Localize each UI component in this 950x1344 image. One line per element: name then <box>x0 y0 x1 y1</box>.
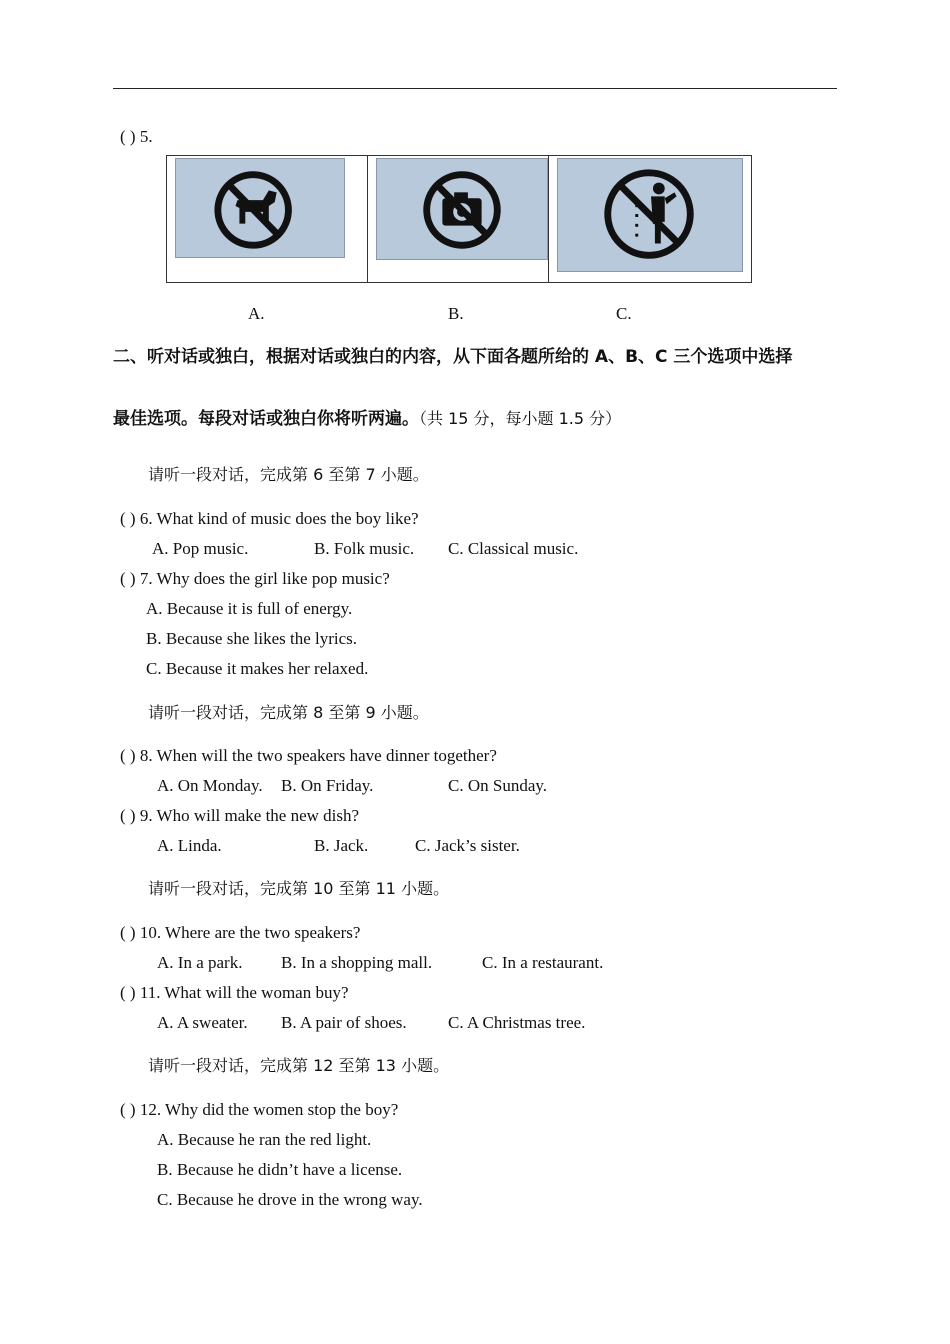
sign-cell-b <box>368 156 549 282</box>
question-text: 10. Where are the two speakers? <box>139 923 361 942</box>
q11-option-c: C. A Christmas tree. <box>448 1013 586 1032</box>
q10-option-b: B. In a shopping mall. <box>281 953 433 972</box>
answer-bracket: ( ) <box>120 923 136 942</box>
q6-option-b: B. Folk music. <box>314 539 415 558</box>
no-photography-sign <box>376 158 548 260</box>
q7-option-b: B. Because she likes the lyrics. <box>146 629 358 648</box>
question-text: 12. Why did the women stop the boy? <box>139 1100 399 1119</box>
no-dogs-icon <box>176 159 344 257</box>
question-10 <box>120 924 360 941</box>
q9-option-b: B. Jack. <box>314 836 369 855</box>
section-heading-line1: 二、听对话或独白，根据对话或独白的内容，从下面各题所给的 A、B、C 三个选项中选择 <box>113 347 793 367</box>
question-11 <box>120 984 349 1001</box>
q9-option-a: A. Linda. <box>157 836 222 855</box>
question-text: 9. Who will make the new dish? <box>139 806 360 825</box>
section-heading-bold: 最佳选项。每段对话或独白你将听两遍。 <box>113 409 419 429</box>
question-8 <box>120 747 497 764</box>
instruction-6-7: 请听一段对话，完成第 6 至第 7 小题。 <box>148 465 429 484</box>
answer-bracket: ( ) <box>120 509 136 528</box>
question-6 <box>120 510 419 527</box>
instruction-8-9: 请听一段对话，完成第 8 至第 9 小题。 <box>148 703 429 722</box>
question-7 <box>120 570 390 587</box>
question-5 <box>120 128 153 145</box>
option-c-label: C. <box>616 304 632 323</box>
q10-option-c: C. In a restaurant. <box>482 953 604 972</box>
instruction-10-11: 请听一段对话，完成第 10 至第 11 小题。 <box>148 879 450 898</box>
answer-bracket: ( ) <box>120 127 136 146</box>
q11-option-b: B. A pair of shoes. <box>281 1013 407 1032</box>
question-text: 8. When will the two speakers have dinner together? <box>139 746 497 765</box>
sign-image-table <box>166 155 752 283</box>
q11-option-a: A. A sweater. <box>157 1013 248 1032</box>
answer-bracket: ( ) <box>120 1100 136 1119</box>
question-9 <box>120 807 359 824</box>
question-number: 5. <box>139 127 153 146</box>
q9-option-c: C. Jack’s sister. <box>415 836 520 855</box>
score-note: （共 15 分，每小题 1.5 分） <box>419 409 622 428</box>
no-littering-sign <box>557 158 743 272</box>
q6-option-a: A. Pop music. <box>152 539 249 558</box>
answer-bracket: ( ) <box>120 746 136 765</box>
sign-cell-a <box>167 156 368 282</box>
question-text: 11. What will the woman buy? <box>139 983 349 1002</box>
q7-option-a: A. Because it is full of energy. <box>146 599 353 618</box>
question-text: 7. Why does the girl like pop music? <box>139 569 390 588</box>
q8-option-a: A. On Monday. <box>157 776 263 795</box>
answer-bracket: ( ) <box>120 569 136 588</box>
q7-option-c: C. Because it makes her relaxed. <box>146 659 369 678</box>
q12-option-a: A. Because he ran the red light. <box>157 1130 372 1149</box>
instruction-12-13: 请听一段对话，完成第 12 至第 13 小题。 <box>148 1056 450 1075</box>
q10-option-a: A. In a park. <box>157 953 243 972</box>
q12-option-b: B. Because he didn’t have a license. <box>157 1160 403 1179</box>
question-12 <box>120 1101 398 1118</box>
question-text: 6. What kind of music does the boy like? <box>139 509 419 528</box>
header-rule <box>113 88 837 89</box>
q6-option-c: C. Classical music. <box>448 539 579 558</box>
q12-option-c: C. Because he drove in the wrong way. <box>157 1190 423 1209</box>
q8-option-c: C. On Sunday. <box>448 776 548 795</box>
no-littering-icon <box>558 159 742 271</box>
answer-bracket: ( ) <box>120 983 136 1002</box>
sign-cell-c <box>549 156 751 282</box>
section-heading-line2 <box>113 410 621 428</box>
option-a-label: A. <box>248 304 265 323</box>
answer-bracket: ( ) <box>120 806 136 825</box>
option-b-label: B. <box>448 304 464 323</box>
no-photography-icon <box>377 159 547 259</box>
q8-option-b: B. On Friday. <box>281 776 374 795</box>
no-dogs-sign <box>175 158 345 258</box>
